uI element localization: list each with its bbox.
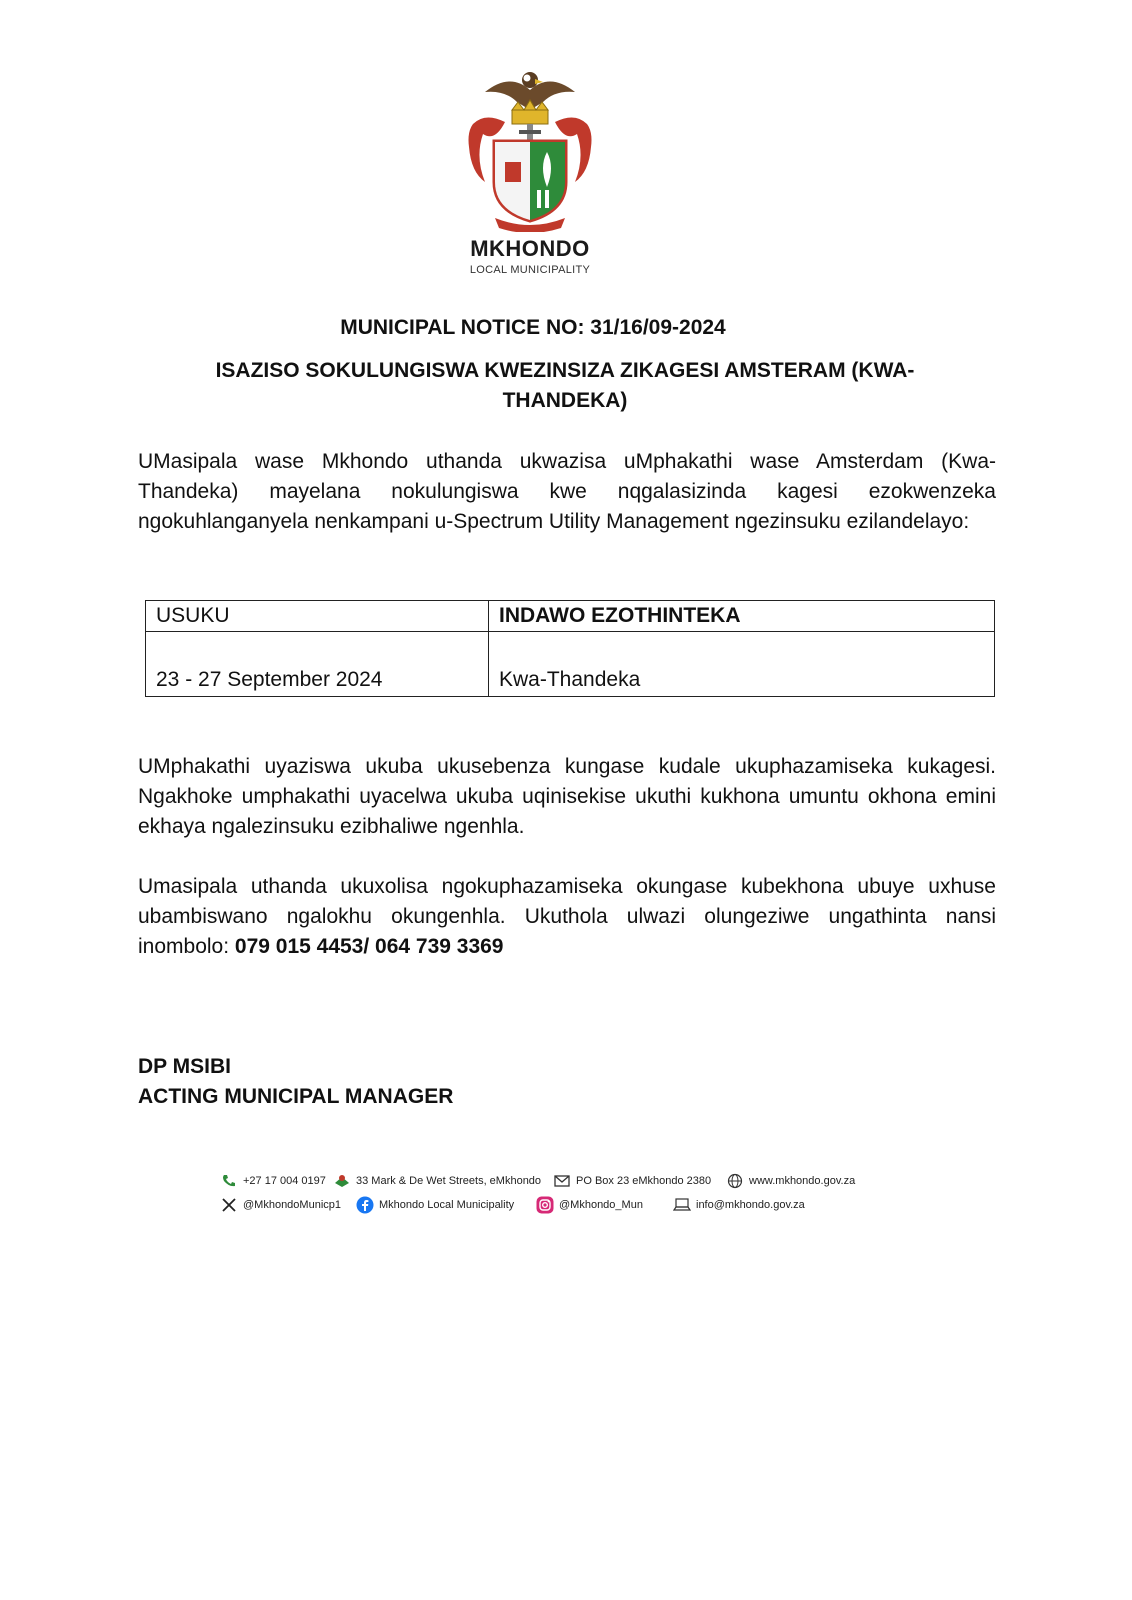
signatory-title: ACTING MUNICIPAL MANAGER [138,1085,454,1108]
contact-footer [138,1158,973,1238]
column-header-area: INDAWO EZOTHINTEKA [489,601,995,632]
footer-instagram[interactable] [536,1196,643,1214]
footer-row-1 [138,1172,973,1194]
footer-phone-text: +27 17 004 0197 [243,1175,326,1187]
notice-number: MUNICIPAL NOTICE NO: 31/16/09-2024 [340,316,726,339]
globe-icon [726,1172,744,1190]
letterhead [0,62,1060,276]
footer-po-box-text: PO Box 23 eMkhondo 2380 [576,1175,712,1187]
disruption-paragraph: UMphakathi uyaziswa ukuba ukusebenza kungase kudale ukuphazamiseka kukagesi. Ngakhoke umphakathi uyacelwa ukuba uqinisekise ukuthi kukhona umuntu okhona emini ekhaya ngalezinsuku ezibhaliwe ngenhla. [138,755,996,838]
contact-numbers: 079 015 4453/ 064 739 3369 [234,935,504,958]
apology-paragraph [138,872,996,962]
table-row [146,632,995,697]
footer-x-account[interactable] [220,1196,341,1214]
coat-of-arms-logo [465,62,595,232]
footer-address-text: 33 Mark & De Wet Streets, eMkhondo [356,1175,542,1187]
footer-website-text[interactable]: www.mkhondo.gov.za [749,1175,856,1187]
footer-website[interactable] [726,1172,855,1190]
org-subtitle: LOCAL MUNICIPALITY [469,264,591,276]
footer-email[interactable] [673,1196,805,1214]
instagram-icon [536,1196,554,1214]
footer-instagram-text[interactable]: @Mkhondo_Mun [559,1199,643,1211]
signatory-name: DP MSIBI [138,1055,231,1078]
computer-icon [673,1196,691,1214]
org-name: MKHONDO [470,236,590,261]
footer-facebook-text[interactable]: Mkhondo Local Municipality [379,1199,515,1211]
schedule-table [145,600,995,697]
footer-x-handle-text[interactable]: @MkhondoMunicp1 [243,1199,341,1211]
signature-block [138,1052,453,1112]
notice-heading: ISAZISO SOKULUNGISWA KWEZINSIZA ZIKAGESI AMSTERAM (KWA-THANDEKA) [215,359,915,412]
mail-envelope-icon [553,1172,571,1190]
footer-address [333,1172,541,1190]
footer-po-box [553,1172,711,1190]
footer-row-2 [138,1196,973,1218]
location-icon [333,1172,351,1190]
phone-icon [220,1172,238,1190]
cell-area: Kwa-Thandeka [489,632,995,697]
cell-date: 23 - 27 September 2024 [146,632,489,697]
footer-facebook[interactable] [356,1196,514,1214]
column-header-date: USUKU [146,601,489,632]
apology-text: Umasipala uthanda ukuxolisa ngokuphazamiseka okungase kubekhona ubuye uxhuse ubambiswano ngalokhu okungenhla. Ukuthola ulwazi olungeziwe ungathinta nansi inombolo: [138,875,996,958]
x-logo-icon [220,1196,238,1214]
intro-paragraph: UMasipala wase Mkhondo uthanda ukwazisa uMphakathi wase Amsterdam (Kwa-Thandeka) mayelana nokulungiswa kwe nqgalasizinda kagesi ezokwenzeka ngokuhlanganyela nenkampani u-Spectrum Utility Management ngezinsuku ezilandelayo: [138,450,996,533]
footer-phone [220,1172,326,1190]
table-header-row [146,601,995,632]
facebook-icon [356,1196,374,1214]
footer-email-text[interactable]: info@mkhondo.gov.za [696,1199,805,1211]
